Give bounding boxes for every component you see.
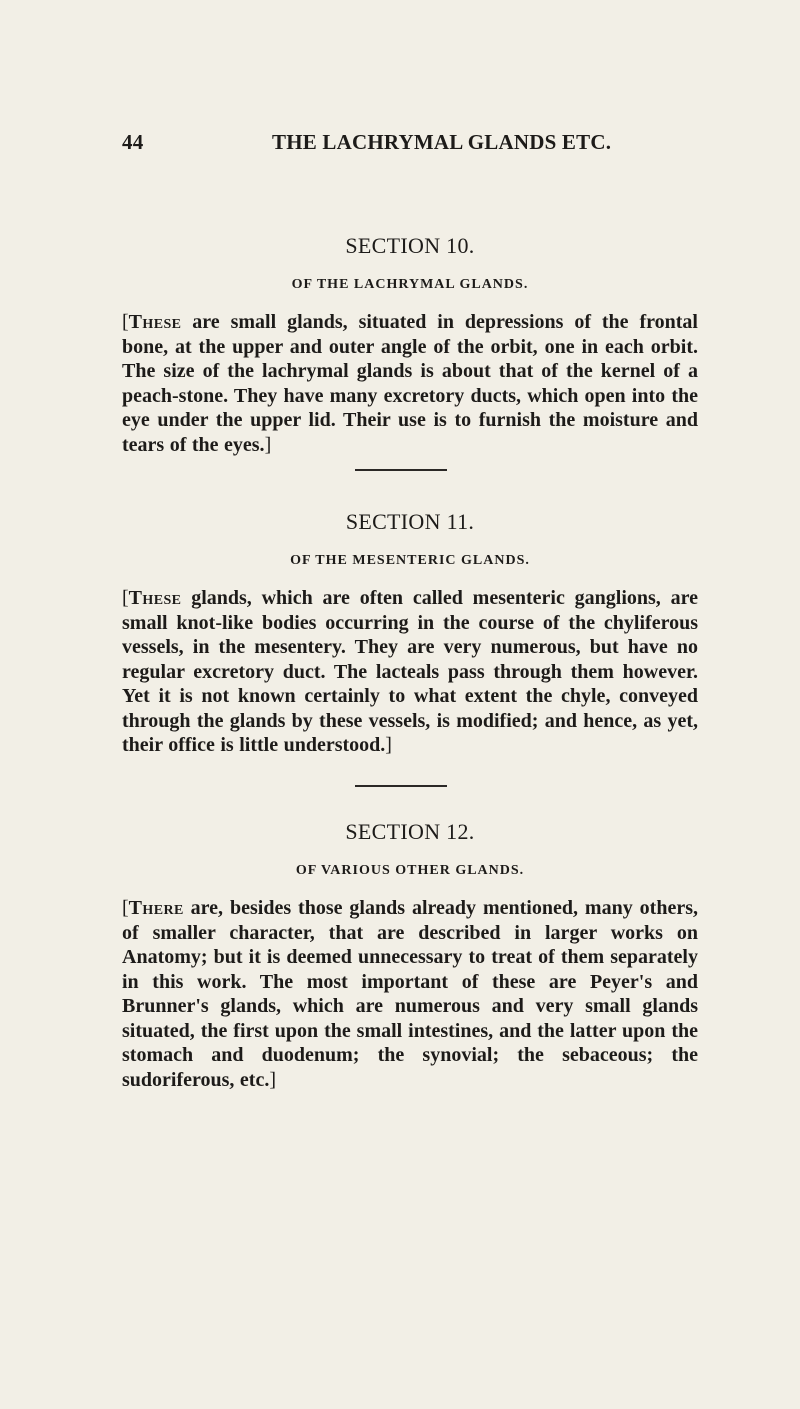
section-body: [122, 310, 698, 457]
section-divider: [355, 469, 447, 471]
lead-word: These: [128, 311, 182, 333]
body-text: glands, which are often called mesenteric ganglions, are small knot-like bodies occurring in the course of the chyliferous vessels, in the mesentery. They are very numerous, but have no regular excretory duct. The lacteals pass through them however. Yet it is not known certainly to what extent the chyle, conveyed through the glands by these vessels, is modified; and hence, as yet, their office is little understood.: [122, 587, 698, 756]
close-bracket: ]: [264, 433, 272, 456]
section-11: [122, 508, 698, 758]
section-divider: [355, 785, 447, 787]
open-bracket: [: [122, 587, 129, 609]
lead-word: These: [128, 587, 182, 609]
body-text: are, besides those glands already mentioned, many others, of smaller character, that are described in larger works on Anatomy; but it is deemed unnecessary to treat of them separately in this work. The most important of these are Peyer's and Brunner's glands, which are numerous and very small glands situated, the first upon the small intestines, and the latter upon the stomach and duodenum; the synovial; the sebaceous; the sudoriferous, etc.: [122, 897, 698, 1091]
section-heading: SECTION 12.: [345, 819, 475, 844]
section-subheading: OF VARIOUS OTHER GLANDS.: [295, 863, 525, 878]
lead-word: There: [128, 897, 184, 919]
section-body: [122, 896, 698, 1092]
section-12: [122, 818, 698, 1092]
section-subheading: OF THE LACHRYMAL GLANDS.: [291, 277, 529, 292]
running-title: THE LACHRYMAL GLANDS ETC.: [272, 130, 612, 154]
page-number: 44: [122, 130, 144, 154]
close-bracket: ]: [269, 1068, 277, 1091]
close-bracket: ]: [385, 734, 392, 756]
section-subheading: OF THE MESENTERIC GLANDS.: [290, 553, 530, 568]
open-bracket: [: [122, 311, 129, 333]
section-heading: SECTION 10.: [345, 233, 475, 258]
running-head: [122, 130, 698, 160]
body-text: are small glands, situated in depressions of the frontal bone, at the upper and outer angle of the orbit, one in each orbit. The size of the lachrymal glands is about that of the kernel of a peach-stone. They have many excretory ducts, which open into the eye under the upper lid. Their use is to furnish the moisture and tears of the eyes.: [122, 311, 698, 456]
section-10: [122, 232, 698, 457]
section-body: [122, 586, 698, 758]
open-bracket: [: [122, 897, 129, 919]
section-heading: SECTION 11.: [345, 509, 475, 534]
